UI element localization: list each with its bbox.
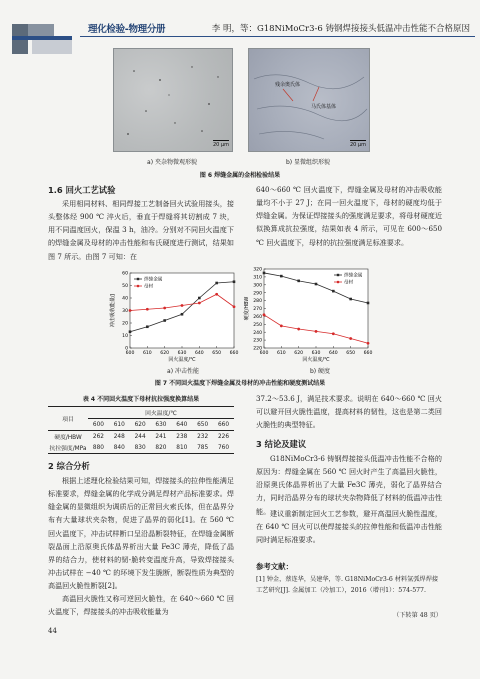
data-point [332,332,335,335]
inclusion-dots [114,49,232,151]
section-3-body-1: G18NiMoCr3-6 铸钢焊接接头低温冲击性能不合格的原因为：焊缝金属在 560 ℃ 回火时产生了高温回火脆性，沿原奥氏体晶界析出了大量 Fe3C 薄壳，弱化了晶界结合力，同时沿晶界分布的球状夹杂物降低了材料的低温冲击性能。 [256,454,442,516]
section-3-heading: 3 结论及建议 [256,439,307,449]
y-tick-label: 30 [122,309,128,315]
x-tick-label: 660 [363,351,373,356]
legend-marker [337,274,339,276]
data-point [349,298,352,301]
y-tick-label: 270 [253,307,262,313]
legend-marker [137,278,139,280]
figure6-caption: 图 6 焊缝金属的金相检验结果 [199,172,281,179]
data-point [233,280,236,283]
x-tick-label: 610 [142,351,152,356]
y-tick-label: 10 [122,334,128,340]
table4-caption: 表 4 不同回火温度下母材抗拉强度换算结果 [82,396,200,403]
table-item-header: 项目 [48,407,88,431]
continued-note: （下转第 48 页） [393,612,442,619]
table-cell: 820 [155,444,167,451]
table-cell: 238 [176,433,188,440]
legend-marker [137,285,140,288]
table-temp-cell: 630 [151,419,172,431]
data-point [146,325,149,328]
x-tick-label: 630 [311,351,321,356]
microstructure-texture [249,49,369,151]
page-number: 44 [48,627,57,635]
table-row [48,442,234,454]
scale-line-b [350,140,366,141]
header-rule [80,36,475,37]
table-temp-cell: 640 [171,419,192,431]
data-point [146,308,149,311]
scale-bar-b: 20 µm [349,142,366,148]
reference-item: [1] 钟金，蔡连华，吴建华，等. G18NiMoCr3-6 材料氩弧焊焊接工艺研究[J]. 金属加工（冷加工），2016（增刊1）：574-577. [256,576,439,594]
y-tick-label: 50 [122,284,128,290]
table-row-label: 抗拉强度/MPa [49,446,87,452]
table-temp-cell: 650 [192,419,213,431]
section-1-6-body: 采用相同材料、相同焊接工艺制备回火试验用接头，接头整体经 900 ℃ 淬火后，垂直于焊缝将其切割成 7 块，用不同温度回火，保温 3 h，油冷。分别对不同回火温度下的焊缝金属及母材的冲击性能和布氏硬度进行测试，结果如图 7 所示。由图 7 可知：在 [48,199,234,261]
data-point [315,283,318,286]
y-tick-label: 20 [122,321,128,327]
y-tick-label: 60 [122,271,128,277]
data-point [332,290,335,293]
data-point [163,307,166,310]
data-point [263,313,266,316]
x-axis-label: 回火温度/℃ [168,357,196,363]
data-point [280,324,283,327]
table-cell: 785 [197,444,209,451]
legend-label: 母材 [344,280,354,286]
y-tick-label: 280 [253,299,262,305]
y-tick-label: 310 [253,275,262,281]
x-tick-label: 630 [177,351,187,356]
table-cell: 232 [197,433,209,440]
x-tick-label: 640 [328,351,338,356]
journal-logo [8,18,78,58]
x-tick-label: 650 [212,351,222,356]
table-cell: 830 [134,444,146,451]
data-point [367,342,370,345]
legend-label: 焊缝金属 [344,273,363,279]
hardness-chart [242,264,374,368]
table-group-header: 回火温度/℃ [88,407,234,419]
x-tick-label: 620 [160,351,170,356]
legend-label: 焊缝金属 [144,277,163,283]
figure6-sub-b: b) 显微组织形貌 [285,159,331,166]
table-cell: 248 [113,433,125,440]
table-cell: 840 [113,444,125,451]
journal-title: 理化检验-物理分册 [88,24,166,35]
data-point [181,313,184,316]
x-tick-label: 600 [125,351,135,356]
table-row-label: 硬度/HBW [54,435,82,441]
legend-marker [337,281,340,284]
x-tick-label: 640 [194,351,204,356]
data-point [297,280,300,283]
data-point [315,330,318,333]
x-tick-label: 660 [229,351,239,356]
table-cell: 760 [217,444,230,451]
y-tick-label: 0 [125,346,128,352]
y-tick-label: 230 [253,338,262,344]
y-tick-label: 240 [253,330,262,336]
chart-a-title: a) 冲击性能 [167,368,199,375]
running-title: 李 明，等：G18NiMoCr3-6 铸钢焊接接头低温冲击性能不合格原因 [211,24,470,34]
data-point [198,297,201,300]
x-tick-label: 600 [259,351,269,356]
impact-energy-chart [108,268,240,368]
data-point [349,337,352,340]
x-tick-label: 620 [294,351,304,356]
section-2-body: 根据上述理化检验结果可知，焊接接头的拉伸性能满足标准要求，焊缝金属的化学成分满足焊材产品标准要求。焊缝金属的显微组织为调质后的正常回火索氏体，但在晶界分布有大量球状夹杂物，促进了晶界的弱化[1]。在 560 ℃ 回火温度下，冲击试样断口呈沿晶断裂特征，在焊缝金属断裂晶面上沿原奥氏体晶界析出大量 Fe3C 薄壳，降低了晶界的结合力，使材料的韧-脆转变温度升高，导致焊接接头冲击试样在 −40 ℃ 的环境下发生脆断，断裂性质为典型的高温回火脆性断裂[2]。 [48,476,234,591]
data-point [181,304,184,307]
references-heading: 参考文献： [256,562,293,571]
table-cell: 810 [176,444,188,451]
section-2-body-2: 高温回火脆性又称可逆回火脆性，在 640～660 ℃ 回火温度下，焊接接头的冲击吸收能量为 [48,594,234,617]
data-point [215,282,218,285]
figure6-sub-a: a) 夹杂物微观形貌 [147,159,197,166]
data-point [163,319,166,322]
y-axis-label: 冲击吸收能量/J [110,293,116,328]
table-cell: 241 [155,433,167,440]
table-temp-cell: 620 [130,419,151,431]
x-axis-label: 回火温度/℃ [302,357,330,363]
x-tick-label: 610 [276,351,286,356]
data-point [233,305,236,308]
table4 [48,406,234,454]
y-tick-label: 320 [253,267,262,273]
table-header-row [48,407,234,419]
y-tick-label: 290 [253,291,262,297]
table-cell: 244 [134,433,146,440]
y-tick-label: 250 [253,322,262,328]
table-temp-cell: 660 [213,419,234,431]
section-2-heading: 2 综合分析 [48,461,90,471]
table-row [48,431,234,443]
x-tick-label: 650 [346,351,356,356]
scale-bar-a: 20 µm [212,142,229,148]
table-temp-cell: 600 [88,419,109,431]
data-point [263,272,266,275]
data-point [215,293,218,296]
table-temp-cell: 610 [109,419,130,431]
chart-b-title: b) 硬度 [309,368,331,375]
legend-label: 母材 [144,284,154,290]
y-axis-label: 硬度/HBW [244,296,250,321]
table-cell: 226 [217,433,230,440]
table-cell: 880 [92,444,104,451]
data-point [280,275,283,278]
table-cell: 262 [92,433,104,440]
data-point [129,309,132,312]
section-1-6-body-right: 640～660 ℃ 回火温度下，焊缝金属及母材的冲击吸收能量均不小于 27 J；在同一回火温度下，母材的硬度均低于焊缝金属。为保证焊接接头的强度满足要求，将母材硬度近似换算成抗拉强度，结果如表 4 所示，可见在 600～650 ℃ 回火温度下，母材的抗拉强度满足标准要求。 [256,185,442,247]
section-3-body-2: 建议重新制定回火工艺参数，避开高温回火脆性温度，在 640 ℃ 回火可以使焊接接头的拉伸性能和低温冲击性能同时满足标准要求。 [256,509,442,545]
annotation-martensite: 马氏体基体 [311,104,337,110]
section-2-right-cont: 37.2～53.6 J，满足技术要求。说明在 640～660 ℃ 回火可以避开回火脆性温度，提高材料的韧性，这也是第二类回火脆性的典型特征。 [256,394,442,430]
data-point [297,328,300,331]
annotation-retained-austenite: 残余奥氏体 [275,82,301,88]
y-tick-label: 220 [253,346,262,352]
data-point [129,330,132,333]
data-point [198,302,201,305]
figure7-caption: 图 7 不同回火温度下焊缝金属及母材的冲击性能和硬度测试结果 [154,380,326,387]
section-1-6-heading: 1.6 回火工艺试验 [48,185,116,195]
scale-line-a [213,140,229,141]
micrograph-inclusions [113,48,233,152]
data-point [367,302,370,305]
y-tick-label: 40 [122,296,128,302]
y-tick-label: 260 [253,315,262,320]
micrograph-microstructure [248,48,370,152]
y-tick-label: 300 [253,283,262,289]
